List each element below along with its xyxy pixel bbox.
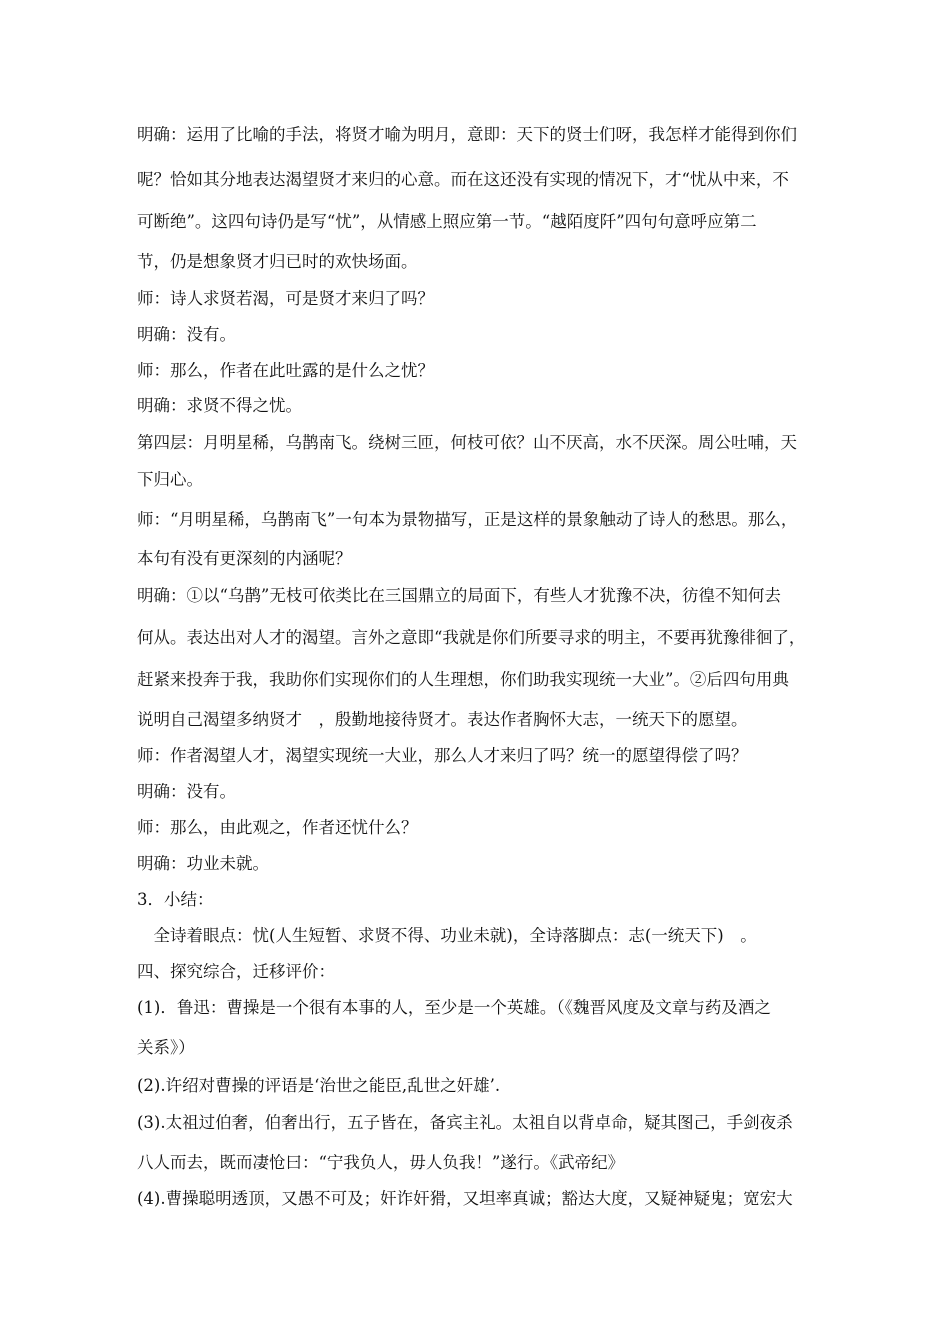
- answer-line: 明确：没有。: [137, 325, 236, 344]
- paragraph-line: 可断绝”。这四句诗仍是写“忧”，从情感上照应第一节。“越陌度阡”四句句意呼应第二: [137, 212, 757, 231]
- answer-line: 明确：①以“乌鹊”无枝可依类比在三国鼎立的局面下，有些人才犹豫不决，彷徨不知何去: [137, 586, 781, 605]
- teacher-question: 师：“月明星稀，乌鹊南飞”一句本为景物描写，正是这样的景象触动了诗人的愁思。那么，: [137, 510, 798, 529]
- quote-item: (1)．鲁迅：曹操是一个很有本事的人，至少是一个英雄。（《魏晋风度及文章与药及酒之: [137, 998, 771, 1017]
- quote-item: (2).许绍对曹操的评语是‘治世之能臣,乱世之奸雄’.: [137, 1076, 501, 1095]
- quote-item: (3).太祖过伯奢，伯奢出行，五子皆在，备宾主礼。太祖自以背卓命，疑其图己，手剑夜杀: [137, 1113, 793, 1132]
- answer-line: 何从。表达出对人才的渴望。言外之意即“我就是你们所要寻求的明主，不要再犹豫徘徊了，: [137, 628, 806, 647]
- section-heading: 3．小结：: [137, 890, 214, 909]
- paragraph-line: 呢？恰如其分地表达渴望贤才来归的心意。而在这还没有实现的情况下，才“忧从中来，不: [137, 170, 789, 189]
- answer-line: 明确：求贤不得之忧。: [137, 396, 302, 415]
- poem-stanza-line: 下归心。: [137, 470, 203, 489]
- answer-line: 赶紧来投奔于我，我助你们实现你们的人生理想，你们助我实现统一大业”。②后四句用典: [137, 670, 789, 689]
- paragraph-line: 明确：运用了比喻的手法，将贤才喻为明月，意即：天下的贤士们呀，我怎样才能得到你们: [137, 125, 797, 144]
- quote-item: (4).曹操聪明透顶，又愚不可及；奸诈奸猾，又坦率真诚；豁达大度，又疑神疑鬼；宽宏大: [137, 1189, 793, 1208]
- teacher-question: 师：那么，由此观之，作者还忧什么？: [137, 818, 418, 837]
- answer-line: 明确：没有。: [137, 782, 236, 801]
- teacher-question: 师：那么，作者在此吐露的是什么之忧？: [137, 361, 434, 380]
- poem-stanza-line: 第四层：月明星稀，乌鹊南飞。绕树三匝，何枝可依？山不厌高，水不厌深。周公吐哺，天: [137, 433, 797, 452]
- answer-line: 说明自己渴望多纳贤才 ，殷勤地接待贤才。表达作者胸怀大志，一统天下的愿望。: [137, 710, 748, 729]
- quote-item: 关系》）: [137, 1038, 195, 1057]
- answer-line: 明确：功业未就。: [137, 854, 269, 873]
- teacher-question: 师：诗人求贤若渴，可是贤才来归了吗？: [137, 289, 434, 308]
- teacher-question: 本句有没有更深刻的内涵呢？: [137, 549, 352, 568]
- paragraph-line: 节，仍是想象贤才归已时的欢快场面。: [137, 252, 418, 271]
- quote-item: 八人而去，既而凄怆曰：“宁我负人，毋人负我！”遂行。《武帝纪》: [137, 1153, 625, 1172]
- section-heading: 四、探究综合，迁移评价：: [137, 962, 335, 981]
- teacher-question: 师：作者渴望人才，渴望实现统一大业，那么人才来归了吗？统一的愿望得偿了吗？: [137, 746, 748, 765]
- summary-line: 全诗着眼点：忧(人生短暂、求贤不得、功业未就)，全诗落脚点：志(一统天下) 。: [137, 926, 757, 945]
